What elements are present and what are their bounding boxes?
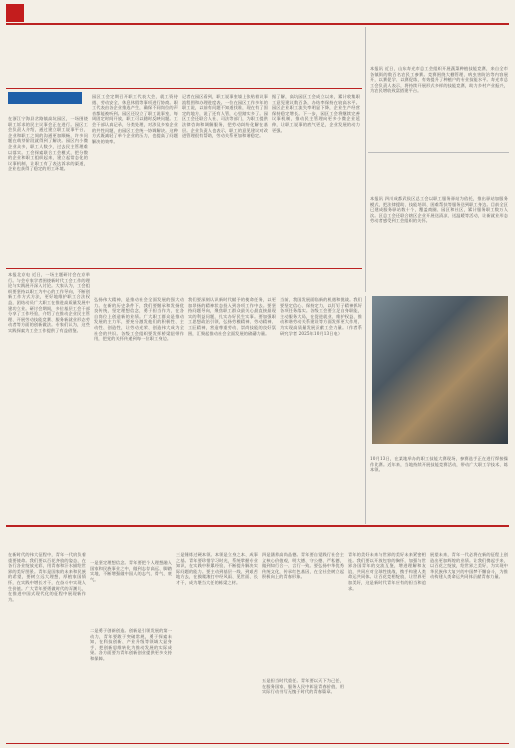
footer-rule [6,743,509,744]
column-tag [8,92,82,104]
right-mid-text: 本报讯 四川成都武侯区总工会以职工服务驿站为依托，推出驿站加服务模式，把法律援助、技能培训、困难帮扶等服务送到职工身边。目前全区已建成服务驿站数十个，覆盖商圈、园区和社区，累计服务职工数万人次。区总工会还联合辖区企业开展送清凉、送温暖等活动，让新就业形态劳动者感受到工会组织的关怀。 [370,196,508,224]
bottom-col-2: 一是坚定理想信念。青年要把个人理想融入国家和民族事业之中，做到志存高远、脚踏实地，不断增强做中国人的志气、骨气、底气。 [90,560,172,582]
bottom-col-1: 在新时代的伟大征程中，青年一代肩负着重要使命。我们要以百花齐放的姿态，在各行各业绽放光彩，用青春和汗水描绘世界的美好图景。青年是国家的未来和民族的希望，要树立远大理想，厚植家国情怀，在实践中增长才干，在奋斗中实现人生价值。广大青年要勇做时代的弄潮儿，在推进中国式现代化的征程中展现新作为。 [8,552,86,602]
lead-text-col4: 据了解，高坑园区工会成立以来，累计收集职工意见建议数百条，办结率保持在较高水平。园区企业职工流失率明显下降，企业生产经营保持稳定增长。下一步，园区工会将继续完善议事机制，推动民主管理向更多小微企业延伸，让职工说事的底气更足，企业发展的动力更强。 [272,94,360,133]
commentary-text-2: 我们要深刻认识新时代赋予的使命任务，以更加昂扬的精神状态投入到各项工作中去。要坚持问题导向，聚焦职工群众最关心最直接最现实的利益问题，扎实办好民生实事。要加强职工思想政治引领，弘扬劳模精神、劳动精神、工匠精神，营造尊重劳动、崇尚技能的良好氛围，汇聚起推动社会全面发展的磅礴力量。 [188,297,276,336]
lead-text-col1: 在浙江宁海县岔路镇高坑园区，一场围绕职工诉求的民主议事会正在进行。园区工会负责人介绍，通过建立职工说事平台，企业和职工之间的沟通更加顺畅，许多问题在萌芽阶段就得到了解决。园区内小微企业众多，职工人数少，过去民主管理难以落实。工会探索联合工会模式，把分散的企业和职工组织起来，建立起常态化的议事机制，让职工有了表达诉求的渠道，企业也获得了稳定的用工环境。 [8,116,88,172]
mid-vrule [365,296,366,524]
lead-text-col3: 记者在园区看到，职工说事室墙上张贴着议事流程图和办理进度表。一位在园区工作多年的职工说，以前有问题不知道找谁，现在有了固定的地方，说了还有人管，心里踏实多了。园区工会还联合人社、司法等部门，为职工提供法律咨询和调解服务，把劳动纠纷化解在基层。企业负责人也表示，职工的意见建议对改进管理很有帮助，劳动关系更加和谐稳定。 [182,94,268,139]
bottom-col-4b: 五是担当时代重任。青年要以天下为己任，在服务国家、服务人民中彰显青春价值，用实际行动书写无愧于时代的青春篇章。 [262,678,344,695]
page-number [6,4,24,22]
mid-rule [6,268,362,269]
header-rule [6,23,509,25]
workers-photo [372,296,508,444]
lead-rule [6,88,362,89]
bottom-col-2b: 二是勇于创新创造。创新是引领发展的第一动力，青年要敢于突破常规，勇于探索未知，在科技创新、产业升级等领域大显身手，把创新思维转化为推动发展的实际成果。各方面要为青年创新创业提供更多支持和保障。 [90,628,172,661]
bottom-rule [6,525,509,527]
right-top-hrule [368,152,509,153]
photo-caption-text: 10月13日，在某地举办的职工技能大赛现场，参赛选手正在进行焊接操作比赛。近年来，当地持续开展技能竞赛活动，带动广大职工学技术、练本领。 [370,456,508,473]
right-top-text: 本报讯 近日，山东寿光市总工会组织开展蔬菜种植技能竞赛，来自全市各镇街的数百名农民工参赛。竞赛围绕大棚管理、病虫害防治等内容展开，以赛促学、以赛促练，有效提升了种植户的专业技能水平。寿光市总工会负责人表示，将持续开展形式多样的技能竞赛，助力乡村产业振兴，为农民增收致富搭建平台。 [370,66,508,94]
bottom-col-3: 三是锤炼过硬本领。本领是立身之本、成事之基。青年要珍惜学习时光，系统掌握专业知识，在实践中积累经验，不断提升解决实际问题的能力。要主动到基层一线、到艰苦地方去，在摸爬滚打中经风雨、见世面、长才干，成为堪当大任的栋梁之材。 [176,552,258,585]
bottom-col-4: 四是涵养高尚品德。青年要自觉践行社会主义核心价值观，明大德、守公德、严私德，做到知行合一、言行一致。要弘扬中华优秀传统文化，传承红色基因，在全社会树立起积极向上的青春形象。 [262,552,344,580]
bottom-col-5: 青年的美好未来与世界的美好未来紧密相连。我们要以开放包容的胸怀，加强与世界各国青年的交流互鉴，增进理解和友谊，共同应对全球性挑战，携手构建人类命运共同体。让百花竞相绽放，让世界更加美好，这是新时代青年应有的担当和追求。 [348,552,426,591]
commentary-text-1: 弘扬伟大精神，是推动社会全面发展的强大动力。在新的历史条件下，我们要继承和发扬优良传统，坚定理想信念，勇于担当作为，在各自岗位上创造新的业绩。广大职工群众是推动发展的主力军，要充分激发他们的积极性、主动性、创造性，让劳动光荣、创造伟大成为全社会的共识。各级工会组织要发挥桥梁纽带作用，把党的关怀传递到每一位职工身边。 [94,297,184,342]
bottom-col-6: 展望未来，青年一代必将在新的征程上创造出更加辉煌的业绩。让我们携起手来，以百花之绽放，绘世界之美好，为实现中华民族伟大复兴的中国梦不懈奋斗，为推动构建人类命运共同体贡献青春力量。 [430,552,508,580]
lead-text-col2: 园区工会定期召开职工代表大会，就工资待遇、劳动安全、休息休假等事项进行协商。职工代表由各企业推选产生，确保不同岗位的声音都能被听到。园区还设立了职工说事室，每周固定时间开放，职工可以随时反映问题。工会干部认真记录，分类处理，对涉及多家企业的共性问题，由园区工会统一协调解决。这种方式既减轻了单个企业的压力，也提高了问题解决的效率。 [92,94,178,144]
mid-col-left: 本报北京电 近日，一场主题研讨会在京举行。与会专家学者围绕新时代工会工作的理论与实践展开深入讨论。大家认为，工会组织要坚持以职工为中心的工作导向，不断创新工作方式方法，更好地维护职工合法权益，团结动员广大职工在推进高质量发展中建功立业。研讨会期间，多位基层工会干部分享了工作经验，介绍了在推动企业民主管理、开展劳动技能竞赛、服务新就业形态劳动者等方面的创新做法。专家们认为，这些实践探索为工会工作提供了有益借鉴。 [8,272,90,333]
right-top-vrule [365,27,366,292]
commentary-text-3: 当前，我国发展面临新的机遇和挑战。我们要坚定信心、保持定力，以钉钉子精神抓好各项任务落实。各级工会要立足自身职能，主动服务大局，在促进就业、维护权益、推动和谐劳动关系建设等方面发挥更大作用，为实现高质量发展贡献工会力量。（作者系研究学者 2025年10月13日电） [280,297,362,336]
